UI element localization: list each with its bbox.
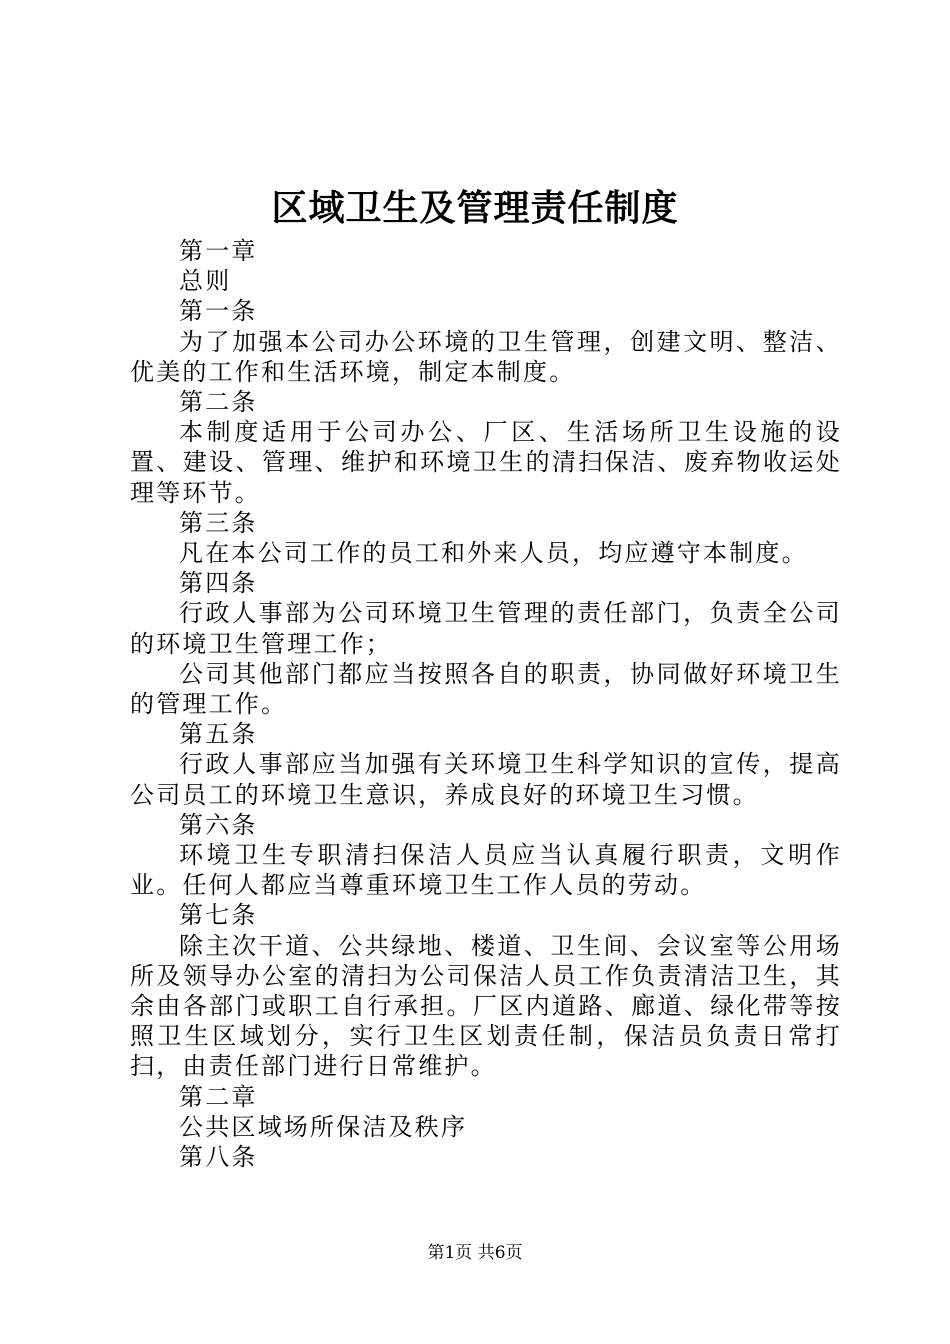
article-paragraph: 行政人事部为公司环境卫生管理的责任部门，负责全公司的环境卫生管理工作； xyxy=(130,599,842,658)
article-paragraph: 本制度适用于公司办公、厂区、生活场所卫生设施的设置、建设、管理、维护和环境卫生的清扫保洁、废弃物收运处理等环节。 xyxy=(130,418,842,507)
article-paragraph: 为了加强本公司办公环境的卫生管理，创建文明、整洁、优美的工作和生活环境，制定本制度。 xyxy=(130,327,842,386)
article-heading: 第四条 xyxy=(179,569,258,598)
article-heading: 第五条 xyxy=(179,720,258,749)
page-footer: 第1页 共6页 xyxy=(427,1243,523,1263)
article-heading: 第六条 xyxy=(179,810,258,839)
article-paragraph: 凡在本公司工作的员工和外来人员，均应遵守本制度。 xyxy=(179,538,808,567)
chapter-heading: 第二章 xyxy=(179,1082,258,1111)
document-title: 区域卫生及管理责任制度 xyxy=(271,187,679,229)
document-body xyxy=(130,236,842,1172)
article-heading: 第七条 xyxy=(179,901,258,930)
article-heading: 第一条 xyxy=(179,297,258,326)
article-heading: 第八条 xyxy=(179,1142,258,1171)
article-paragraph: 公司其他部门都应当按照各自的职责，协同做好环境卫生的管理工作。 xyxy=(130,659,842,718)
article-paragraph: 环境卫生专职清扫保洁人员应当认真履行职责，文明作业。任何人都应当尊重环境卫生工作人员的劳动。 xyxy=(130,840,842,900)
article-heading: 第三条 xyxy=(179,508,258,537)
article-heading: 第二条 xyxy=(179,387,258,416)
article-paragraph: 行政人事部应当加强有关环境卫生科学知识的宣传，提高公司员工的环境卫生意识，养成良好的环境卫生习惯。 xyxy=(130,750,842,809)
chapter-subtitle: 总则 xyxy=(179,267,232,296)
chapter-heading: 第一章 xyxy=(179,237,258,265)
chapter-subtitle: 公共区域场所保洁及秩序 xyxy=(179,1112,468,1141)
article-paragraph: 除主次干道、公共绿地、楼道、卫生间、会议室等公用场所及领导办公室的清扫为公司保洁人员工作负责清洁卫生，其余由各部门或职工自行承担。厂区内道路、廊道、绿化带等按照卫生区域划分，实行卫生区划责任制，保洁员负责日常打扫，由责任部门进行日常维护。 xyxy=(130,931,842,1081)
